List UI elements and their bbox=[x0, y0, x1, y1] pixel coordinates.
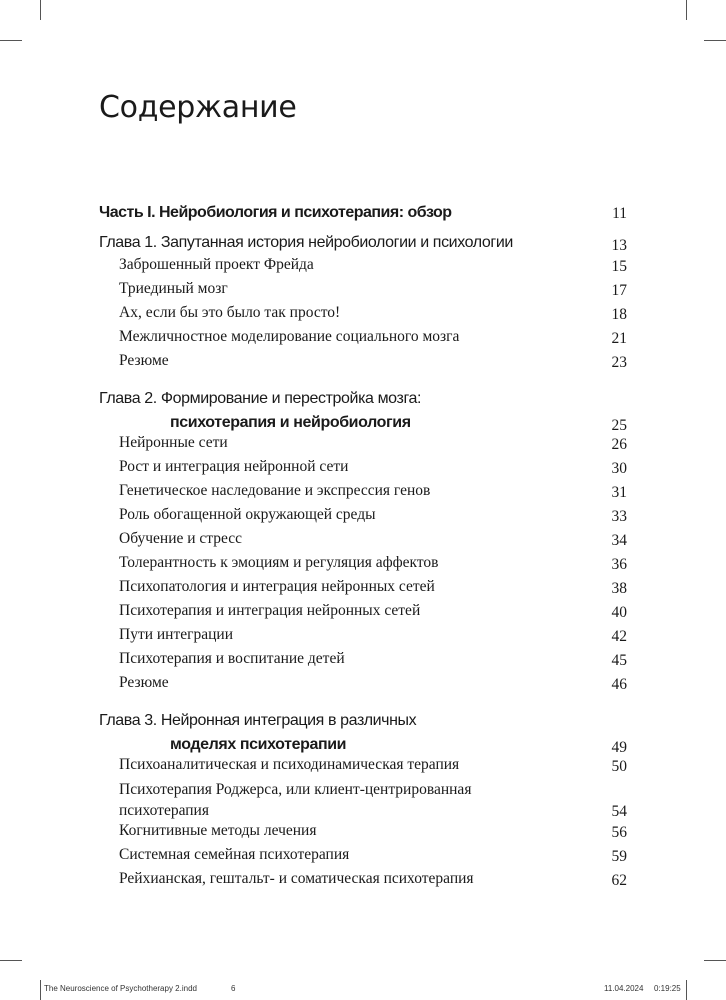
crop-mark bbox=[40, 980, 41, 1000]
toc-page-number: 25 bbox=[611, 417, 627, 434]
toc-page-number: 31 bbox=[611, 484, 627, 501]
page-title: Содержание bbox=[99, 90, 297, 125]
toc-section[interactable] bbox=[99, 647, 627, 670]
toc-section[interactable] bbox=[99, 671, 627, 694]
crop-mark bbox=[40, 0, 41, 20]
toc-title: Когнитивные методы лечения bbox=[119, 822, 317, 839]
toc-title: Пути интеграции bbox=[119, 626, 234, 643]
toc-section[interactable] bbox=[99, 455, 627, 478]
toc-title: Психотерапия Роджерса, или клиент-центрированная психотерапия bbox=[119, 781, 472, 819]
toc-section[interactable] bbox=[99, 349, 627, 372]
toc-title: Обучение и стресс bbox=[119, 530, 243, 547]
toc-section[interactable] bbox=[99, 551, 627, 574]
toc-title: Психотерапия и воспитание детей bbox=[119, 650, 345, 667]
toc-page-number: 17 bbox=[611, 282, 627, 299]
toc-page-number: 34 bbox=[611, 532, 627, 549]
toc-page-number: 13 bbox=[611, 237, 627, 254]
toc-page-number: 18 bbox=[611, 306, 627, 323]
toc-title: Глава 1. Запутанная история нейробиологии и психологии bbox=[99, 234, 513, 251]
toc-title: Резюме bbox=[119, 352, 169, 369]
toc-title: Нейронные сети bbox=[119, 434, 228, 451]
toc-title: Рост и интеграция нейронной сети bbox=[119, 458, 349, 475]
toc-title: Заброшенный проект Фрейда bbox=[119, 256, 314, 273]
toc-section[interactable] bbox=[99, 623, 627, 646]
crop-mark bbox=[704, 960, 726, 961]
toc-title: Межличностное моделирование социального мозга bbox=[119, 328, 460, 345]
toc-title: Триединый мозг bbox=[119, 280, 228, 297]
toc-title: Психоаналитическая и психодинамическая терапия bbox=[119, 756, 460, 773]
toc-section[interactable] bbox=[99, 599, 627, 622]
toc-chapter[interactable] bbox=[99, 709, 627, 757]
toc-title-continuation: психотерапия и нейробиология bbox=[170, 414, 411, 431]
slug-page-number: 6 bbox=[231, 984, 236, 993]
crop-mark bbox=[686, 980, 687, 1000]
toc-page-number: 54 bbox=[611, 803, 627, 820]
toc-section[interactable] bbox=[99, 843, 627, 866]
slug-time: 0:19:25 bbox=[654, 984, 681, 993]
slug-date: 11.04.2024 bbox=[604, 984, 644, 993]
toc-section[interactable] bbox=[99, 253, 627, 276]
crop-mark bbox=[0, 960, 22, 961]
crop-mark bbox=[686, 0, 687, 20]
toc-section[interactable] bbox=[99, 431, 627, 454]
toc-title: Часть I. Нейробиология и психотерапия: обзор bbox=[99, 204, 452, 221]
slug-filename: The Neuroscience of Psychotherapy 2.indd bbox=[44, 984, 197, 993]
toc-page-number: 21 bbox=[611, 330, 627, 347]
toc-page-number: 50 bbox=[611, 758, 627, 775]
toc-title: Генетическое наследование и экспрессия генов bbox=[119, 482, 431, 499]
toc-section[interactable] bbox=[99, 527, 627, 550]
crop-mark bbox=[704, 40, 726, 41]
toc-page-number: 33 bbox=[611, 508, 627, 525]
toc-section[interactable] bbox=[99, 325, 627, 348]
toc-page-number: 59 bbox=[611, 848, 627, 865]
toc-section[interactable] bbox=[99, 867, 627, 890]
toc-section[interactable] bbox=[99, 503, 627, 526]
toc-page-number: 56 bbox=[611, 824, 627, 841]
toc-section[interactable] bbox=[99, 479, 627, 502]
toc-title: Системная семейная психотерапия bbox=[119, 846, 350, 863]
toc-title: Рейхианская, гештальт- и соматическая психотерапия bbox=[119, 870, 474, 887]
toc-title: Глава 2. Формирование и перестройка мозга: bbox=[99, 390, 422, 407]
toc-chapter[interactable] bbox=[99, 231, 627, 255]
toc-page-number: 30 bbox=[611, 460, 627, 477]
toc-page-number: 36 bbox=[611, 556, 627, 573]
toc-section[interactable] bbox=[99, 819, 627, 842]
toc-page-number: 11 bbox=[612, 205, 627, 222]
toc-part[interactable] bbox=[99, 203, 627, 223]
toc-page-number: 46 bbox=[611, 676, 627, 693]
toc-title: Глава 3. Нейронная интеграция в различных bbox=[99, 712, 417, 729]
toc-page-number: 38 bbox=[611, 580, 627, 597]
toc-section[interactable] bbox=[99, 779, 627, 821]
toc-section[interactable] bbox=[99, 753, 627, 776]
toc-page-number: 62 bbox=[611, 872, 627, 889]
toc-chapter[interactable] bbox=[99, 387, 627, 435]
toc-page-number: 45 bbox=[611, 652, 627, 669]
toc-title: Роль обогащенной окружающей среды bbox=[119, 506, 376, 523]
toc-page-number: 23 bbox=[611, 354, 627, 371]
crop-mark bbox=[0, 40, 22, 41]
toc-page-number: 42 bbox=[611, 628, 627, 645]
toc-page-number: 40 bbox=[611, 604, 627, 621]
toc-page-number: 49 bbox=[611, 739, 627, 756]
toc-title-continuation: моделях психотерапии bbox=[170, 736, 347, 753]
toc-section[interactable] bbox=[99, 575, 627, 598]
toc-title: Толерантность к эмоциям и регуляция аффектов bbox=[119, 554, 439, 571]
toc-title: Психотерапия и интеграция нейронных сетей bbox=[119, 602, 421, 619]
toc-page-number: 15 bbox=[611, 258, 627, 275]
toc-title: Резюме bbox=[119, 674, 169, 691]
toc-page-number: 26 bbox=[611, 436, 627, 453]
toc-title: Психопатология и интеграция нейронных сетей bbox=[119, 578, 435, 595]
toc-section[interactable] bbox=[99, 277, 627, 300]
toc-title: Ах, если бы это было так просто! bbox=[119, 304, 341, 321]
toc-section[interactable] bbox=[99, 301, 627, 324]
